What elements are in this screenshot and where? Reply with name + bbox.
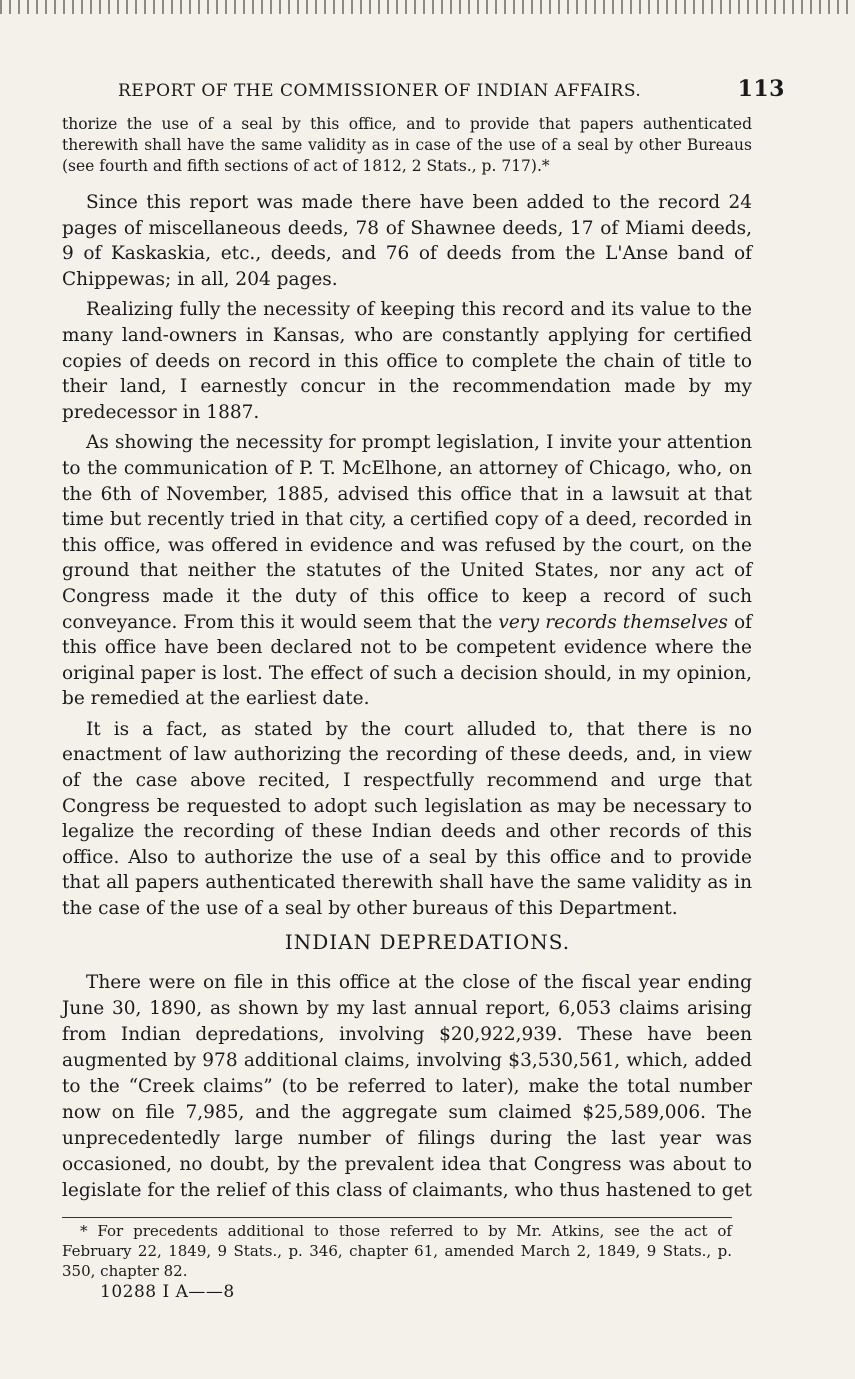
page-number: 113 <box>737 76 785 102</box>
footnote-rule <box>62 1217 732 1218</box>
paragraph-recommendation: It is a fact, as stated by the court alluded to, that there is no enactment of law authorizing the recording of these deeds, and, in view of the case above recited, I respectfully recommend and urge that Congress be requested to adopt such legislation as may be necessary to legalize the recording of these Indian deeds and other records of this office. Also to authorize the use of a seal by this office and to provide that all papers authenticated therewith shall have the same validity as in the case of the use of a seal by other bureaus of this Department. <box>62 718 752 920</box>
footnote <box>62 1221 732 1281</box>
paragraph-legislation-text: As showing the necessity for prompt legislation, I invite your attention to the communication of P. T. McElhone, an attorney of Chicago, who, on the 6th of November, 1885, advised this office that in a lawsuit at that time but recently tried in that city, a certified copy of a deed, recorded in this office, was offered in evidence and was refused by the court, on the ground that neither the statutes of the United States, nor any act of Congress made it the duty of this office to keep a record of such conveyance. From this it would seem that the <box>62 432 752 633</box>
running-header <box>62 76 785 102</box>
continued-paragraph: thorize the use of a seal by this office, and to provide that papers authenticated therewith shall have the same validity as in case of the use of a seal by other Bureaus (see fourth and fifth sections of act of 1812, 2 Stats., p. 717).* <box>62 115 752 175</box>
printer-signature-mark: 10288 I A——8 <box>100 1282 235 1302</box>
section-heading: INDIAN DEPREDATIONS. <box>284 930 571 954</box>
paragraph-legislation <box>62 430 752 712</box>
main-body <box>62 190 752 927</box>
report-title: REPORT OF THE COMMISSIONER OF INDIAN AFFAIRS. <box>118 81 642 101</box>
paragraph-depredations: There were on file in this office at the close of the fiscal year ending June 30, 1890, as shown by my last annual report, 6,053 claims arising from Indian depredations, involving $20,922,939. These have been augmented by 978 additional claims, involving $3,530,561, which, added to the “Creek claims” (to be referred to later), make the total number now on file 7,985, and the aggregate sum claimed $25,589,006. The unprecedentedly large number of filings during the last year was occasioned, no doubt, by the prevalent idea that Congress was about to legislate for the relief of this class of claimants, who thus hastened to get <box>62 972 752 1201</box>
paragraph-legislation-end: of this office have been declared not to be competent evidence where the original paper is lost. The effect of such a decision should, in my opinion, be remedied at the earliest date. <box>62 611 752 710</box>
footnote-text: * For precedents additional to those referred to by Mr. Atkins, see the act of February 22, 1849, 9 Stats., p. 346, chapter 61, amended March 2, 1849, 9 Stats., p. 350, chapter 82. <box>62 1222 732 1280</box>
section-body <box>62 970 752 1204</box>
scan-edge-artifact <box>0 0 855 14</box>
emphasis-records: very records themselves <box>498 611 728 633</box>
paragraph-necessity: Realizing fully the necessity of keeping this record and its value to the many land-owners in Kansas, who are constantly applying for certified copies of deeds on record in this office to complete the chain of title to their land, I earnestly concur in the recommendation made by my predecessor in 1887. <box>62 299 752 423</box>
paragraph-record-additions: Since this report was made there have been added to the record 24 pages of miscellaneous deeds, 78 of Shawnee deeds, 17 of Miami deeds, 9 of Kaskaskia, etc., deeds, and 76 of deeds from the L'Anse band of Chippewas; in all, 204 pages. <box>62 192 752 290</box>
